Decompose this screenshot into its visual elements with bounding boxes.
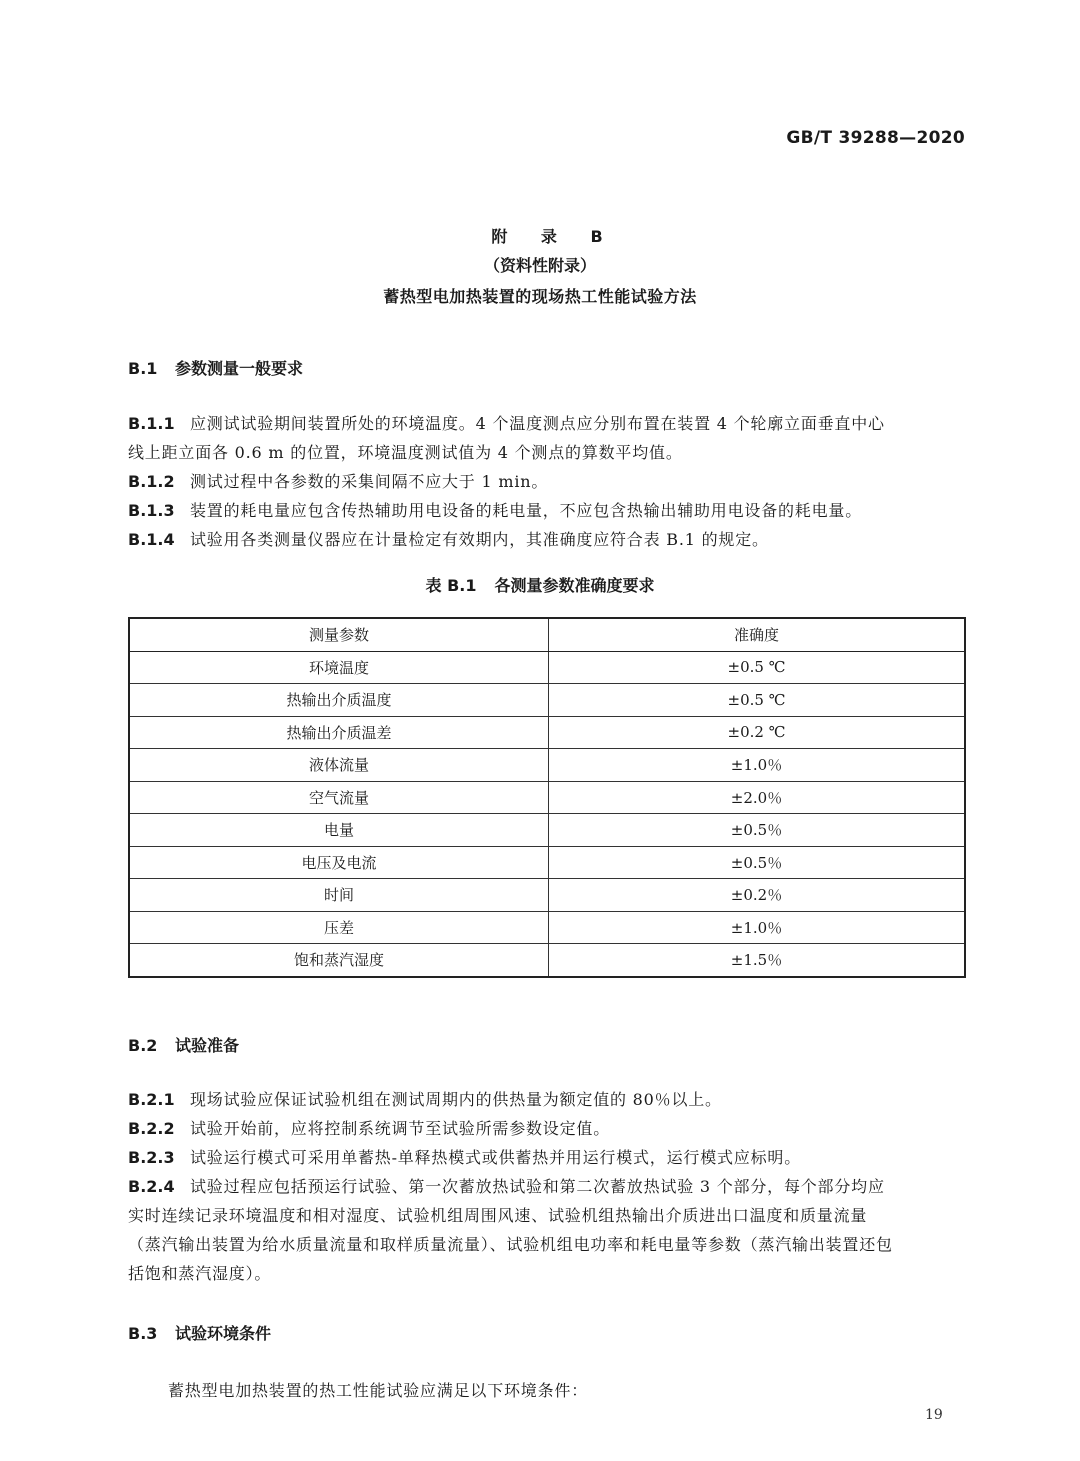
- clause-text: 试验用各类测量仪器应在计量检定有效期内，其准确度应符合表 B.1 的规定。: [190, 530, 769, 549]
- cell-accuracy: ±0.5％: [549, 814, 966, 847]
- appendix-type: （资料性附录）: [483, 256, 596, 275]
- table-row: [129, 684, 965, 717]
- table-caption-title: 各测量参数准确度要求: [494, 576, 655, 595]
- table-caption-number: 表 B.1: [425, 576, 477, 595]
- table-row: [129, 814, 965, 847]
- cell-parameter: 饱和蒸汽湿度: [129, 944, 549, 977]
- clause-b2-4-continued: （蒸汽输出装置为给水质量流量和取样质量流量）、试验机组电功率和耗电量等参数（蒸汽输出装置还包: [128, 1235, 893, 1254]
- section-title: 参数测量一般要求: [175, 359, 304, 378]
- clause-number: B.2.1: [128, 1090, 175, 1109]
- column-header-accuracy: 准确度: [549, 618, 966, 651]
- accuracy-table: [128, 617, 966, 978]
- clause-number: B.1.3: [128, 501, 175, 520]
- section-number: B.2: [128, 1036, 158, 1055]
- cell-parameter: 环境温度: [129, 651, 549, 684]
- clause-b2-2: [128, 1114, 968, 1143]
- cell-accuracy: ±1.0％: [549, 749, 966, 782]
- page-number: 19: [925, 1407, 943, 1423]
- cell-accuracy: ±0.2％: [549, 879, 966, 912]
- clause-b2-3: [128, 1143, 968, 1172]
- table-row: [129, 879, 965, 912]
- cell-accuracy: ±2.0％: [549, 781, 966, 814]
- cell-parameter: 电量: [129, 814, 549, 847]
- cell-accuracy: ±1.0％: [549, 911, 966, 944]
- cell-parameter: 空气流量: [129, 781, 549, 814]
- section-title: 试验环境条件: [175, 1324, 272, 1343]
- clause-b1-1-continued: 线上距立面各 0.6 m 的位置，环境温度测试值为 4 个测点的算数平均值。: [128, 443, 683, 462]
- cell-accuracy: ±0.5％: [549, 846, 966, 879]
- clause-number: B.1.2: [128, 472, 175, 491]
- table-row: [129, 846, 965, 879]
- section-heading-b3: [128, 1321, 271, 1344]
- clause-b1-4: [128, 525, 968, 554]
- clause-number: B.1.1: [128, 414, 175, 433]
- section-heading-b2: [128, 1033, 239, 1056]
- section-number: B.1: [128, 359, 158, 378]
- cell-parameter: 热输出介质温度: [129, 684, 549, 717]
- clause-text: 试验运行模式可采用单蓄热-单释热模式或供蓄热并用运行模式，运行模式应标明。: [190, 1148, 802, 1167]
- table-row: [129, 944, 965, 977]
- table-row: [129, 911, 965, 944]
- table-row: [129, 781, 965, 814]
- appendix-label: 附 录 B: [491, 227, 617, 246]
- clause-b2-4-continued: 括饱和蒸汽湿度）。: [128, 1264, 272, 1283]
- section-title: 试验准备: [175, 1036, 240, 1055]
- clause-text: 现场试验应保证试验机组在测试周期内的供热量为额定值的 80％以上。: [190, 1090, 722, 1109]
- standard-code: GB/T 39288—2020: [786, 128, 965, 148]
- cell-parameter: 时间: [129, 879, 549, 912]
- clause-b1-1: [128, 409, 968, 438]
- clause-number: B.1.4: [128, 530, 175, 549]
- clause-b1-2: [128, 467, 968, 496]
- table-row: [129, 716, 965, 749]
- section-heading-b1: [128, 356, 303, 379]
- clause-b1-3: [128, 496, 968, 525]
- cell-parameter: 液体流量: [129, 749, 549, 782]
- clause-number: B.2.2: [128, 1119, 175, 1138]
- clause-text: 测试过程中各参数的采集间隔不应大于 1 min。: [190, 472, 549, 491]
- clause-number: B.2.3: [128, 1148, 175, 1167]
- cell-accuracy: ±0.2 ℃: [549, 716, 966, 749]
- clause-number: B.2.4: [128, 1177, 175, 1196]
- table-header-row: [129, 618, 965, 651]
- clause-text: 应测试试验期间装置所处的环境温度。4 个温度测点应分别布置在装置 4 个轮廓立面垂直中心: [190, 414, 885, 433]
- clause-text: 试验过程应包括预运行试验、第一次蓄放热试验和第二次蓄放热试验 3 个部分，每个部分均应: [190, 1177, 885, 1196]
- clause-b2-4: [128, 1172, 968, 1201]
- cell-accuracy: ±0.5 ℃: [549, 651, 966, 684]
- clause-b2-1: [128, 1085, 968, 1114]
- table-row: [129, 749, 965, 782]
- cell-accuracy: ±0.5 ℃: [549, 684, 966, 717]
- cell-parameter: 电压及电流: [129, 846, 549, 879]
- section-number: B.3: [128, 1324, 158, 1343]
- clause-text: 试验开始前，应将控制系统调节至试验所需参数设定值。: [190, 1119, 611, 1138]
- clause-text: 装置的耗电量应包含传热辅助用电设备的耗电量，不应包含热输出辅助用电设备的耗电量。: [190, 501, 863, 520]
- cell-accuracy: ±1.5％: [549, 944, 966, 977]
- b3-paragraph: 蓄热型电加热装置的热工性能试验应满足以下环境条件：: [168, 1381, 589, 1400]
- table-row: [129, 651, 965, 684]
- column-header-parameter: 测量参数: [129, 618, 549, 651]
- appendix-title: 蓄热型电加热装置的现场热工性能试验方法: [383, 287, 697, 306]
- cell-parameter: 热输出介质温差: [129, 716, 549, 749]
- table-caption: [0, 573, 1080, 596]
- clause-b2-4-continued: 实时连续记录环境温度和相对湿度、试验机组周围风速、试验机组热输出介质进出口温度和质量流量: [128, 1206, 868, 1225]
- cell-parameter: 压差: [129, 911, 549, 944]
